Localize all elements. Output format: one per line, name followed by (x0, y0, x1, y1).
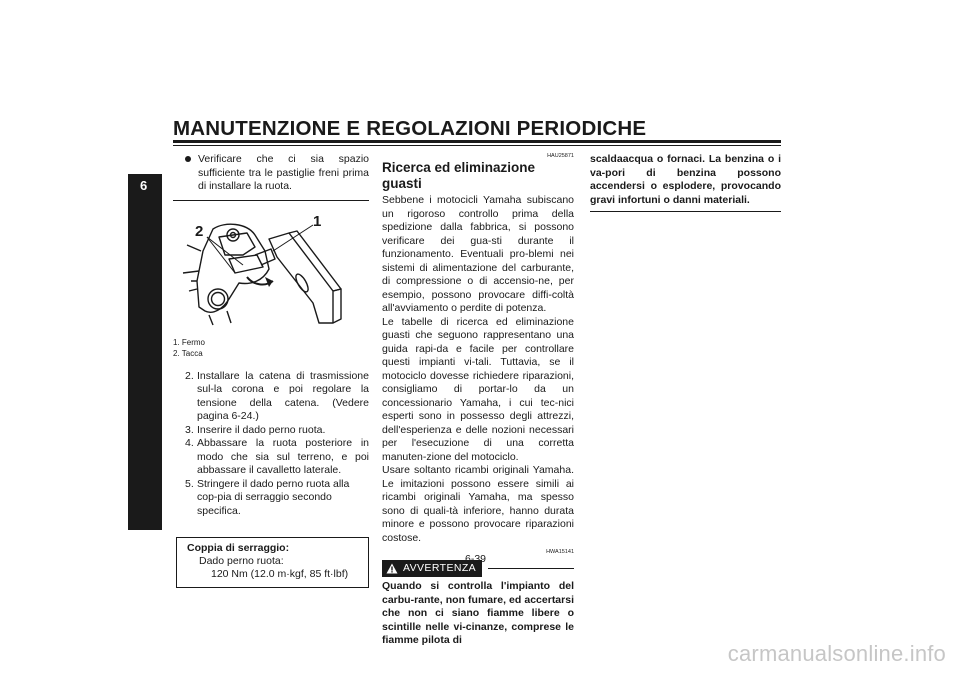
left-column (173, 153, 369, 588)
step-item (185, 437, 369, 478)
callout-2: 2 (195, 222, 204, 240)
step-text: Stringere il dado perno ruota alla cop-pia di serraggio secondo specifica. (197, 477, 350, 517)
legend-item: 1. Fermo (173, 337, 206, 347)
header-rule-thin (173, 145, 781, 146)
callout-1: 1 (313, 212, 322, 230)
warning-label: AVVERTENZA (403, 561, 477, 574)
spec-value: 120 Nm (12.0 m·kgf, 85 ft·lbf) (211, 568, 349, 580)
step-text: Inserire il dado perno ruota. (197, 423, 326, 436)
warning-triangle-icon (386, 563, 398, 574)
page-number: 6-39 (465, 553, 487, 565)
section-code: HAU25871 (547, 153, 574, 159)
step-text: Abbassare la ruota posteriore in modo che sia sul terreno, e poi abbassare il cavalletto laterale. (197, 437, 369, 476)
header-rule-thick (173, 140, 781, 143)
step-text: Installare la catena di trasmissione sul-la corona e poi regolare la tensione della catena. (Vedere pagina 6-24.) (197, 369, 369, 422)
section-divider (173, 200, 369, 201)
warning-text: Quando si controlla l'impianto del carbu-rante, non fumare, ed accertarsi che non ci siano fiamme libere o scintille nelle vi-cinanze, comprese le fiamme pilota di (382, 580, 574, 646)
step-item (185, 478, 369, 519)
chapter-number: 6 (140, 178, 148, 193)
spec-label: Dado perno ruota: (199, 555, 284, 567)
step-number: 4. (185, 437, 194, 449)
paragraph: Sebbene i motocicli Yamaha subiscano un rigoroso controllo prima della spedizione dalla fabbrica, si possono verificare dei gua-sti durante il funzionamento. Eventuali pro-blemi nei sistemi di alimentazione del carburante, di compressione o di accensio-ne, per esempio, possono provocare diffi-coltà all'avviamento o perdite di potenza. (382, 194, 574, 314)
middle-column (382, 153, 574, 648)
chapter-tab (128, 174, 162, 530)
step-number: 2. (185, 369, 194, 382)
warning-rule (488, 568, 574, 569)
steps-list (173, 370, 369, 519)
warning-end-rule (590, 211, 781, 212)
paragraph: Le tabelle di ricerca ed eliminazione guasti che seguono rappresentano una guida rapi-da e facile per controllare questi impianti vi-tali. Tuttavia, se il motociclo dovesse richiedere riparazioni, consigliamo di portar-lo da un concessionario Yamaha, i cui tec-nici esperti sono in possesso degli attrezzi, dell'esperienza e delle nozioni necessari per l'esecuzione di una corretta manuten-zione del motociclo. (382, 315, 574, 463)
paragraph: Usare soltanto ricambi originali Yamaha. Le imitazioni possono essere simili ai ricambi originali Yamaha, ma spesso sono di quali-tà inferiore, hanno durata minore e possono provocare riparazioni costose. (382, 464, 574, 544)
torque-spec-box (176, 537, 369, 588)
warning-code: HWA15141 (546, 549, 574, 555)
right-column (590, 153, 781, 212)
step-number: 3. (185, 423, 194, 436)
step-item (185, 424, 369, 438)
bullet-item (173, 153, 369, 194)
bullet-icon (185, 156, 191, 162)
bullet-text: Verificare che ci sia spazio sufficiente tra le pastiglie freni prima di installare la ruota. (198, 153, 369, 192)
figure-legend (173, 337, 369, 359)
step-item (185, 370, 369, 424)
spec-title: Coppia di serraggio: (187, 542, 290, 554)
step-number: 5. (185, 477, 194, 490)
watermark: carmanualsonline.info (727, 641, 946, 666)
brake-caliper-figure (173, 211, 369, 329)
legend-item: 2. Tacca (173, 348, 203, 358)
section-heading: Ricerca ed eliminazione guasti (382, 160, 536, 191)
page-title: MANUTENZIONE E REGOLAZIONI PERIODICHE (173, 117, 647, 140)
warning-text-continued: scaldaacqua o fornaci. La benzina o i va-pori di benzina possono accendersi o esplodere, provocando gravi infortuni o danni materiali. (590, 153, 781, 206)
